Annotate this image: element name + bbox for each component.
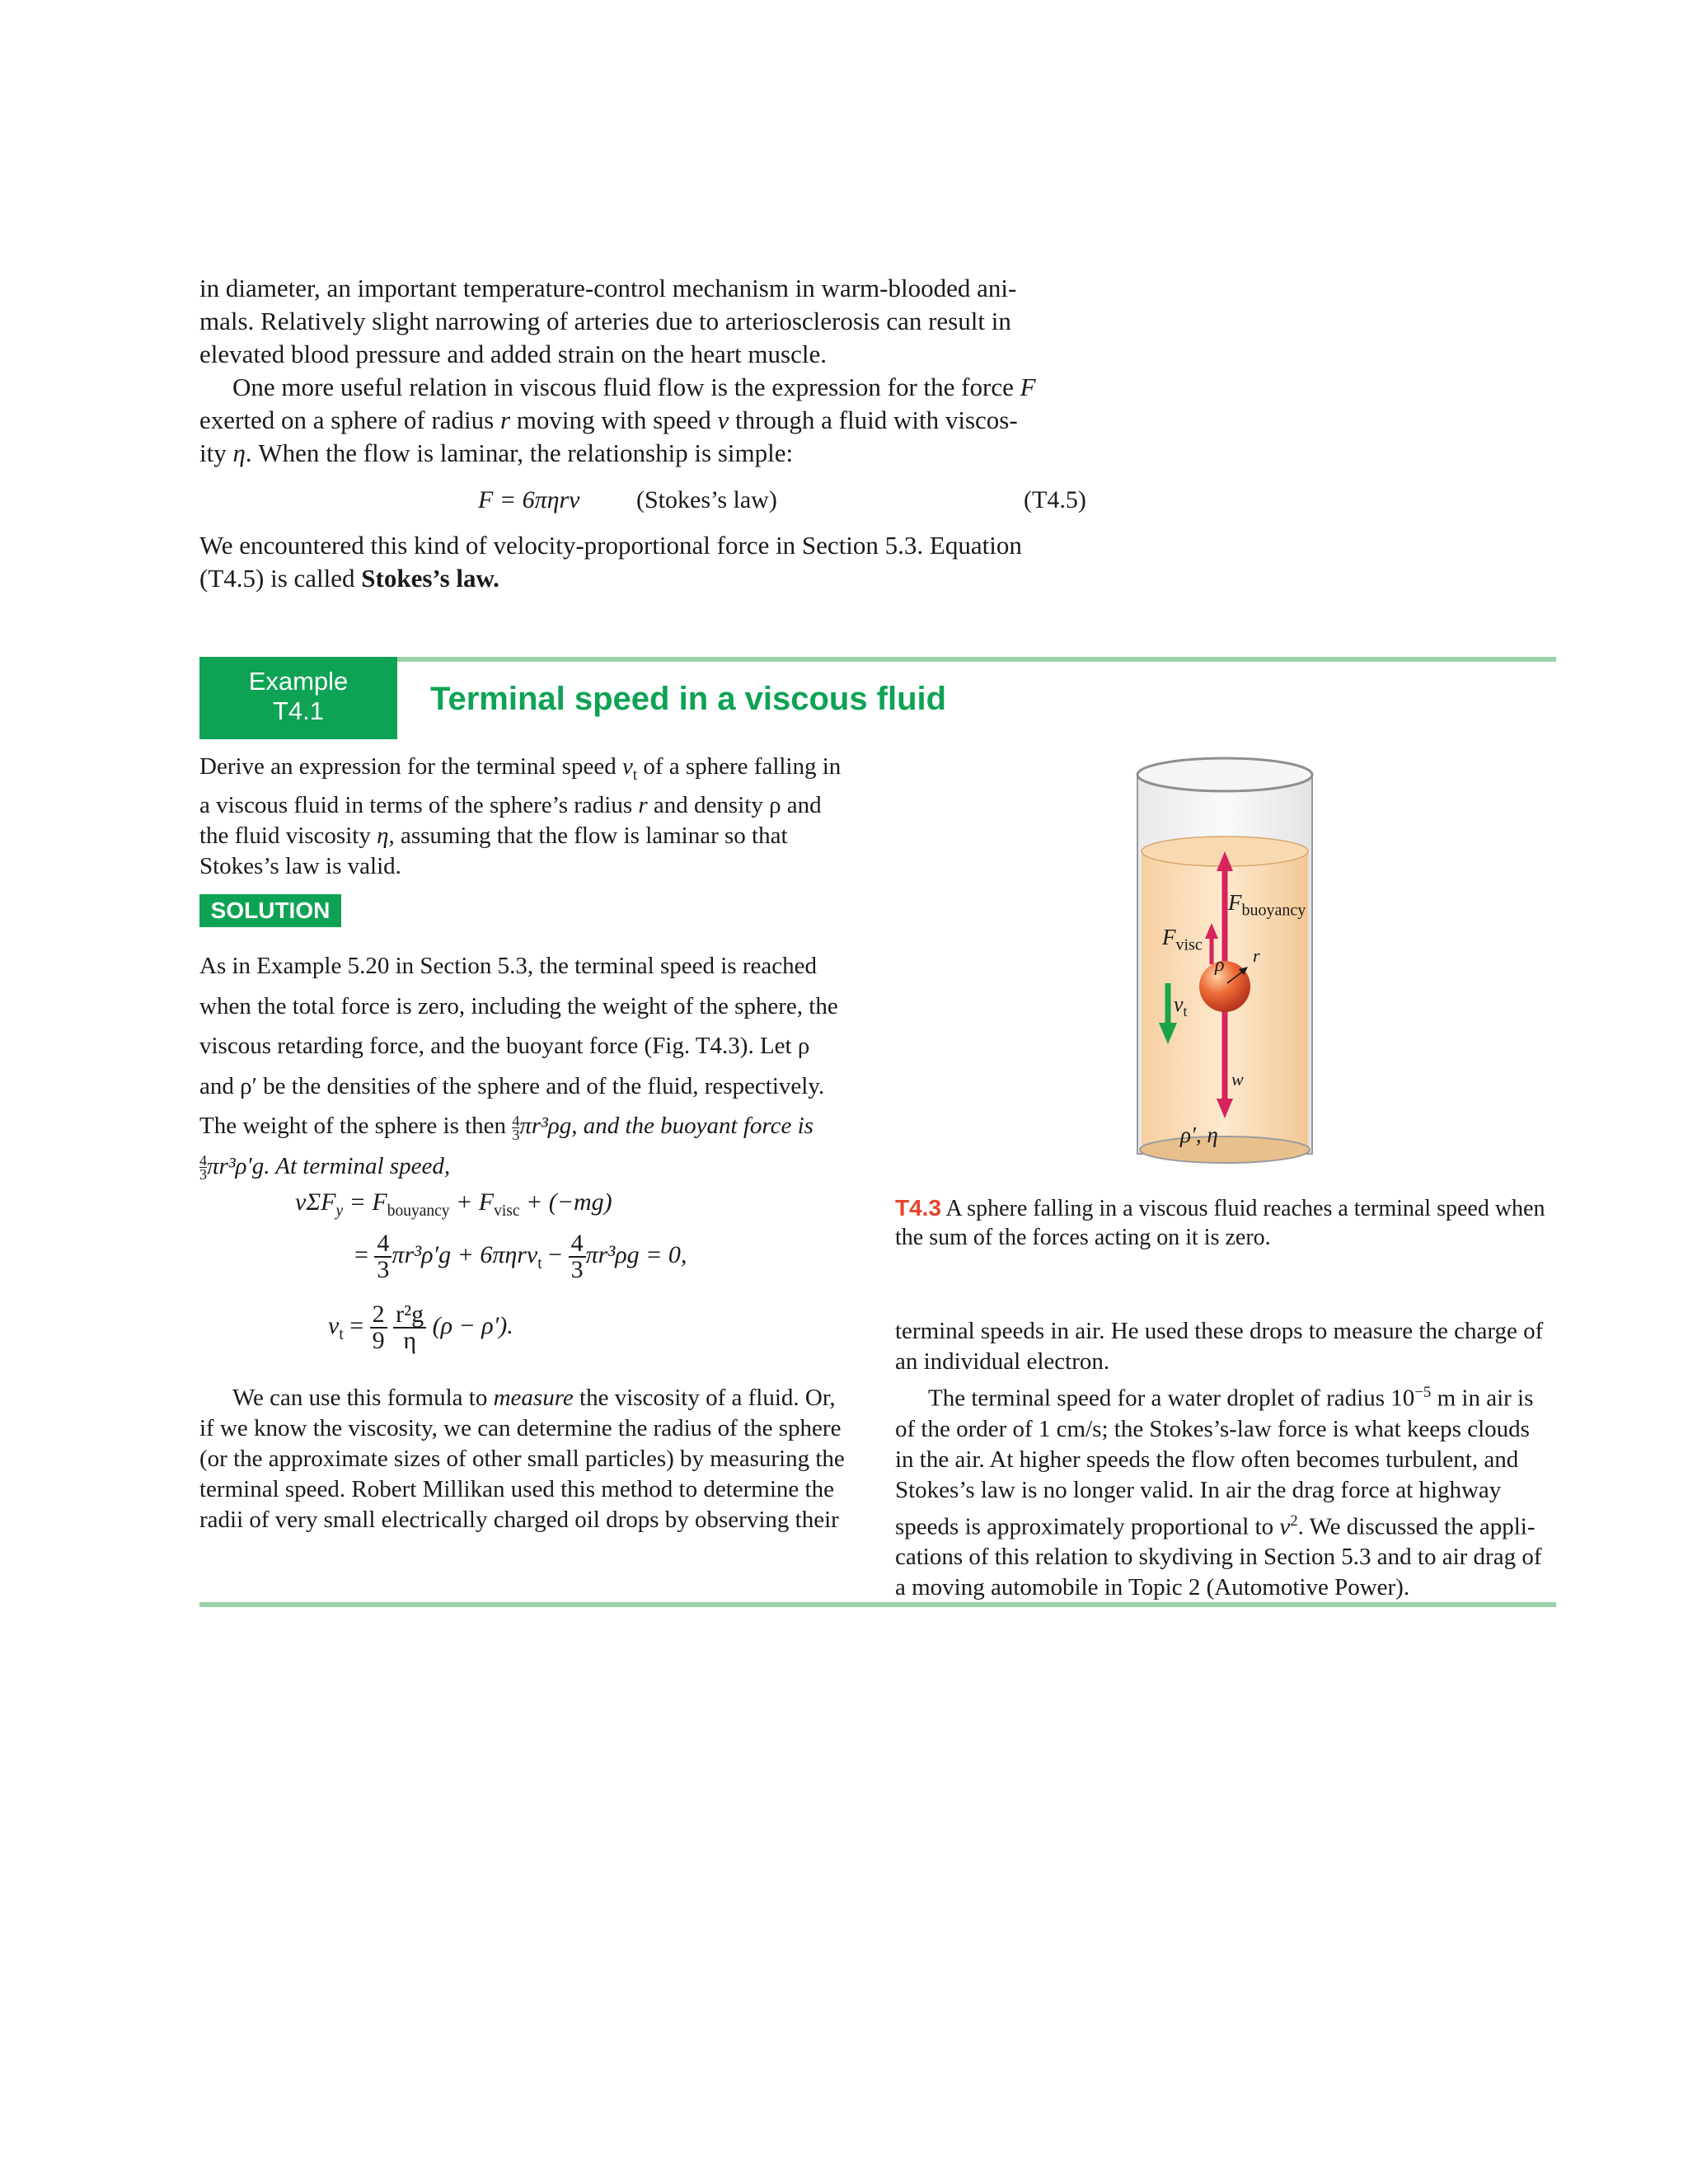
- label-radius: r: [1253, 945, 1260, 966]
- intro-paragraph: [199, 272, 1094, 470]
- intro-line: in diameter, an important temperature-control mechanism in warm-blooded ani-: [199, 274, 1017, 302]
- stokes-law-equation: F = 6πηrv: [478, 486, 580, 513]
- label-f-buoyancy: $F_{buoyancy}$: [1228, 890, 1306, 920]
- fraction-four-thirds: $\frac{4}{3}$: [512, 1112, 520, 1143]
- example-tag-label: Example: [248, 667, 349, 696]
- equation-name: (Stokes’s law): [636, 486, 777, 513]
- example-tag: [199, 657, 397, 739]
- equation-terminal-speed: $v_t$ = $\frac{2}{9}$ $\frac{\text{r²g}}{\eta}$ (ρ − ρ′).: [328, 1301, 513, 1354]
- equation-number: (T4.5): [1024, 486, 1086, 513]
- label-fluid-properties: ρ′, η: [1180, 1122, 1218, 1147]
- intro-line: mals. Relatively slight narrowing of arteries due to arteriosclerosis can result in: [199, 307, 1011, 335]
- example-discussion: We can use this formula to measure the viscosity of a fluid. Or, if we know the viscosity, we can determine the radius of the sphere (or the approximate sizes of other small particles) by measuring the terminal speed. Robert Millikan used this method to determine the radii of very small electrically charged oil drops by observing their: [199, 1385, 845, 1533]
- example-tag-number: T4.1: [272, 696, 325, 725]
- right-column-text: terminal speeds in air. He used these drops to measure the charge of an individual electron. The terminal speed for a water droplet of radius $10^{-5}$ m in air is of the order of 1 cm/s; the Stokes’s-law force is what keeps clouds in the air. At higher speeds the flow often becomes turbulent, and Stokes’s law is no longer valid. In air the drag force at highway speeds is approximately proportional to $v^2$. We discussed the appli- cations of this relation to skydiving in Section 5.3 and to air drag of a moving automobile in Topic 2 (Automotive Power).: [895, 1318, 1544, 1601]
- figure-caption: T4.3 A sphere falling in a viscous fluid reaches a terminal speed when the sum of the forces acting on it is zero.: [895, 1195, 1545, 1250]
- intro-line: ity η. When the flow is laminar, the relationship is simple:: [199, 438, 794, 467]
- label-rho: ρ: [1215, 954, 1225, 976]
- intro-line: exerted on a sphere of radius r moving with speed v through a fluid with viscos-: [199, 405, 1018, 434]
- label-vt: $v_t$: [1174, 992, 1188, 1020]
- label-f-visc: $F_{visc}$: [1162, 925, 1203, 954]
- label-weight: w: [1231, 1069, 1244, 1090]
- fraction-four-thirds: $\frac{4}{3}$: [199, 1152, 207, 1183]
- equation-force-expanded: = $\frac{4}{3}$ πr³ρ′g + 6πηrv$_t$ − $\frac{4}{3}$ πr³ρg = 0,: [354, 1230, 687, 1283]
- solution-label: SOLUTION: [199, 894, 341, 927]
- intro-line: elevated blood pressure and added strain on the heart muscle.: [199, 340, 827, 368]
- example-problem: Derive an expression for the terminal speed $v_t$ of a sphere falling in a viscous fluid in terms of the sphere’s radius r and density ρ and the fluid viscosity η, assuming that the flow is laminar so that Stokes’s law is valid.: [199, 753, 842, 879]
- caption-number: T4.3: [895, 1195, 942, 1221]
- sphere-in-fluid-diagram: [1121, 754, 1335, 1166]
- solution-text: As in Example 5.20 in Section 5.3, the terminal speed is reached when the total force is zero, including the weight of the sphere, the viscous retarding force, and the buoyant force (Fig. T4.3). Let ρ and ρ′ be the densities of the sphere and of the fluid, respectively. The weight of the sphere is then $\frac{4}{3}\pi r^3\rho g$, and the buoyant force is $\frac{4}{3}\pi r^3\rho'g$. At terminal speed,: [199, 953, 838, 1183]
- figure-t4-3: [1121, 754, 1335, 1166]
- equation-force-sum: $v\Sigma F_y = F_{bouyancy} + F_{visc} + (-mg)$: [295, 1188, 612, 1220]
- example-bottom-rule: [199, 1602, 1556, 1607]
- example-title: Terminal speed in a viscous fluid: [430, 681, 947, 717]
- example-top-rule: [396, 657, 1556, 662]
- intro-paragraph-3: We encountered this kind of velocity-proportional force in Section 5.3. Equation (T4.5) is called Stokes’s law.: [199, 531, 1022, 593]
- intro-paragraph-2: One more useful relation in viscous fluid flow is the expression for the force F: [232, 373, 1036, 401]
